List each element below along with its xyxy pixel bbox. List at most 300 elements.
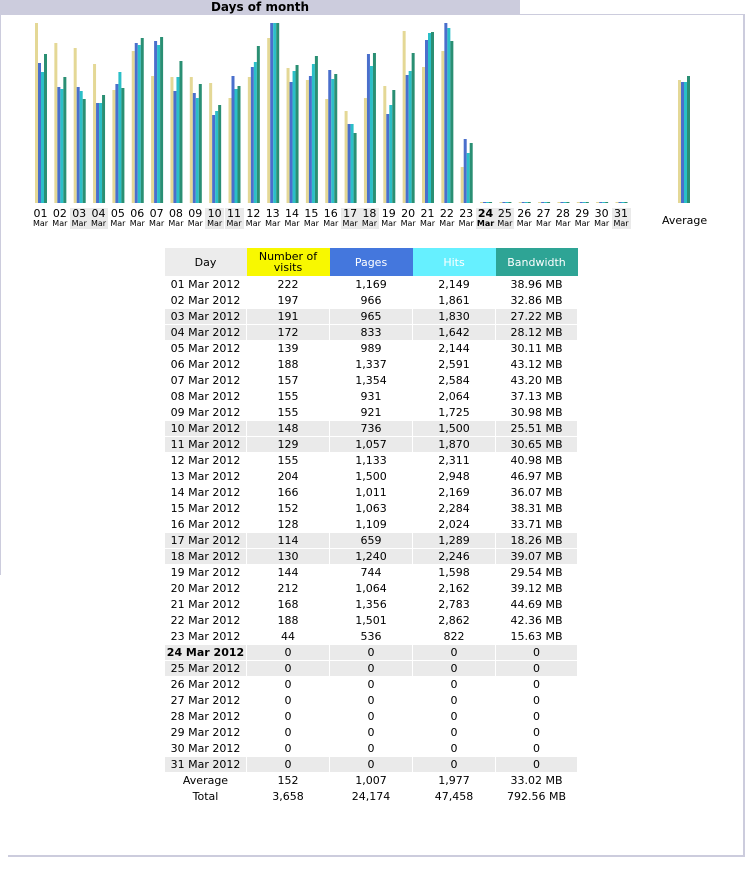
cell-pages: 1,169 <box>330 277 413 293</box>
cell-day: 27 Mar 2012 <box>165 693 247 709</box>
cell-pages: 1,501 <box>330 613 413 629</box>
visits-bar <box>170 77 173 203</box>
chart-day-month: Mar <box>419 219 436 228</box>
chart-day-month: Mar <box>400 219 416 228</box>
visits-bar <box>35 23 38 203</box>
cell-visits: 0 <box>247 741 330 757</box>
chart-day-number: 17 <box>343 207 358 220</box>
cell-day: 03 Mar 2012 <box>165 309 247 325</box>
cell-visits: 204 <box>247 469 330 485</box>
cell-day: 15 Mar 2012 <box>165 501 247 517</box>
cell-bandwidth: 27.22 MB <box>496 309 578 325</box>
chart-day-month: Mar <box>323 219 339 228</box>
cell-day: 04 Mar 2012 <box>165 325 247 341</box>
pages-bar <box>154 41 157 203</box>
bandwidth-bar <box>83 99 86 203</box>
hits-bar <box>118 72 121 203</box>
hits-bar <box>525 202 528 203</box>
hits-bar <box>370 66 373 203</box>
chart-day-label <box>360 208 379 229</box>
chart-day-month: Mar <box>458 219 474 228</box>
chart-day-month: Mar <box>226 219 242 228</box>
chart-day-label <box>437 208 456 229</box>
cell-visits: 0 <box>247 709 330 725</box>
cell-hits: 822 <box>413 629 496 645</box>
cell-pages: 0 <box>330 725 413 741</box>
hits-bar <box>273 23 276 203</box>
cell-bandwidth: 43.12 MB <box>496 357 578 373</box>
hits-bar <box>467 153 470 203</box>
visits-bar <box>538 202 541 203</box>
chart-day-number: 18 <box>362 207 377 220</box>
pages-bar <box>77 87 80 203</box>
cell-visits: 0 <box>247 645 330 661</box>
table-row <box>165 469 578 485</box>
bandwidth-bar <box>586 202 589 203</box>
visits-bar <box>345 111 348 203</box>
chart-day-month: Mar <box>32 219 49 228</box>
cell-pages: 744 <box>330 565 413 581</box>
visits-bar <box>132 51 135 203</box>
chart-day-month: Mar <box>110 219 126 228</box>
cell-bandwidth: 25.51 MB <box>496 421 578 437</box>
pages-bar <box>502 202 505 203</box>
chart-day-label <box>573 208 592 229</box>
chart-day-number: 21 <box>420 207 435 220</box>
cell-pages: 931 <box>330 389 413 405</box>
bandwidth-bar <box>528 202 531 203</box>
cell-day: 14 Mar 2012 <box>165 485 247 501</box>
bandwidth-bar <box>141 38 144 203</box>
chart-day-month: Mar <box>439 219 455 228</box>
hits-bar <box>60 89 63 203</box>
pages-bar <box>406 75 409 203</box>
chart-day-number: 08 <box>168 207 183 220</box>
cell-visits: 128 <box>247 517 330 533</box>
bandwidth-bar <box>199 84 202 203</box>
chart-day-number: 16 <box>323 207 338 220</box>
cell-hits: 1,870 <box>413 437 496 453</box>
table-row <box>165 613 578 629</box>
table-row <box>165 565 578 581</box>
cell-visits: 197 <box>247 293 330 309</box>
cell-hits: 2,024 <box>413 517 496 533</box>
visits-bar <box>306 80 309 203</box>
chart-day-month: Mar <box>129 219 145 228</box>
chart-day-month: Mar <box>342 219 358 228</box>
cell-day: 22 Mar 2012 <box>165 613 247 629</box>
cell-visits: 166 <box>247 485 330 501</box>
hits-bar <box>138 45 141 203</box>
pages-bar <box>580 202 583 203</box>
visits-bar <box>596 202 599 203</box>
pages-bar <box>251 67 254 203</box>
chart-day-number: 29 <box>575 207 590 220</box>
pages-bar <box>212 115 215 203</box>
chart-day-label <box>205 208 224 229</box>
cell-hits: 0 <box>413 725 496 741</box>
cell-day: 24 Mar 2012 <box>165 645 247 661</box>
pages-bar <box>309 76 312 203</box>
pages-bar <box>560 202 563 203</box>
cell-day: 05 Mar 2012 <box>165 341 247 357</box>
cell-pages: 833 <box>330 325 413 341</box>
cell-pages: 0 <box>330 741 413 757</box>
cell-hits: 1,725 <box>413 405 496 421</box>
table-row <box>165 453 578 469</box>
bandwidth-bar <box>489 202 492 203</box>
cell-hits: 2,246 <box>413 549 496 565</box>
cell-hits: 0 <box>413 693 496 709</box>
visits-bar <box>519 202 522 203</box>
visits-bar <box>499 202 502 203</box>
chart-day-number: 24 <box>477 207 494 220</box>
bandwidth-bar <box>160 37 163 203</box>
chart-day-month: Mar <box>168 219 184 228</box>
chart-day-label <box>50 208 69 229</box>
cell-bandwidth: 0 <box>496 741 578 757</box>
hits-bar <box>80 91 83 203</box>
chart-day-number: 30 <box>594 207 609 220</box>
cell-bandwidth: 0 <box>496 709 578 725</box>
chart-day-number: 14 <box>285 207 300 220</box>
cell-pages: 0 <box>330 709 413 725</box>
cell-pages: 1,011 <box>330 485 413 501</box>
cell-pages: 736 <box>330 421 413 437</box>
visits-bar <box>441 51 444 203</box>
cell-hits: 0 <box>413 661 496 677</box>
cell-visits: 172 <box>247 325 330 341</box>
pages-bar <box>328 70 331 203</box>
cell-bandwidth: 0 <box>496 693 578 709</box>
chart-day-month: Mar <box>574 219 590 228</box>
cell-hits: 2,584 <box>413 373 496 389</box>
cell-day: 11 Mar 2012 <box>165 437 247 453</box>
hits-bar <box>41 72 44 203</box>
cell-bandwidth: 46.97 MB <box>496 469 578 485</box>
hits-bar <box>389 105 392 203</box>
table-total-row <box>165 789 578 805</box>
chart-day-label <box>186 208 205 229</box>
visits-bar <box>577 202 580 203</box>
cell-visits: 144 <box>247 565 330 581</box>
cell-day: 09 Mar 2012 <box>165 405 247 421</box>
bandwidth-bar <box>547 202 550 203</box>
bandwidth-bar <box>121 88 124 203</box>
table-row <box>165 373 578 389</box>
table-row <box>165 533 578 549</box>
cell-pages: 0 <box>330 677 413 693</box>
chart-day-number: 07 <box>149 207 164 220</box>
cell-day: 25 Mar 2012 <box>165 661 247 677</box>
pages-bar <box>599 202 602 203</box>
days-of-month-chart <box>0 0 750 240</box>
visits-bar <box>229 98 232 203</box>
chart-day-month: Mar <box>187 219 203 228</box>
cell-visits: 0 <box>247 693 330 709</box>
table-row <box>165 549 578 565</box>
cell-bandwidth: 18.26 MB <box>496 533 578 549</box>
chart-day-label <box>399 208 418 229</box>
chart-day-month: Mar <box>245 219 261 228</box>
cell-bandwidth: 38.96 MB <box>496 277 578 293</box>
hits-bar <box>157 45 160 203</box>
chart-day-number: 11 <box>227 207 241 220</box>
chart-day-label <box>302 208 321 229</box>
table-row <box>165 485 578 501</box>
cell-day: 10 Mar 2012 <box>165 421 247 437</box>
pages-bar <box>444 23 447 203</box>
cell-hits: 1,830 <box>413 309 496 325</box>
chart-day-month: Mar <box>381 219 397 228</box>
cell-pages: 1,354 <box>330 373 413 389</box>
hits-bar <box>235 89 238 203</box>
table-average-row <box>165 773 578 789</box>
cell-visits: 129 <box>247 437 330 453</box>
cell-day: 19 Mar 2012 <box>165 565 247 581</box>
cell-day: 16 Mar 2012 <box>165 517 247 533</box>
hits-bar <box>196 98 199 203</box>
cell-bandwidth: 0 <box>496 661 578 677</box>
chart-day-number: 20 <box>401 207 416 220</box>
cell-hits: 2,149 <box>413 277 496 293</box>
visits-bar <box>74 48 77 203</box>
chart-day-month: Mar <box>516 219 532 228</box>
header-bandwidth: Bandwidth <box>496 248 578 277</box>
bandwidth-bar <box>566 202 569 203</box>
cell-bandwidth: 792.56 MB <box>496 789 578 805</box>
hits-bar <box>293 71 296 203</box>
cell-bandwidth: 44.69 MB <box>496 597 578 613</box>
cell-hits: 1,861 <box>413 293 496 309</box>
cell-pages: 1,007 <box>330 773 413 789</box>
cell-visits: 188 <box>247 613 330 629</box>
cell-hits: 2,144 <box>413 341 496 357</box>
chart-day-month: Mar <box>303 219 319 228</box>
visits-bar <box>364 98 367 203</box>
chart-day-label <box>166 208 185 229</box>
cell-hits: 1,289 <box>413 533 496 549</box>
cell-pages: 989 <box>330 341 413 357</box>
chart-day-month: Mar <box>613 219 629 228</box>
bandwidth-bar <box>44 54 47 203</box>
cell-bandwidth: 43.20 MB <box>496 373 578 389</box>
cell-bandwidth: 0 <box>496 757 578 773</box>
cell-bandwidth: 29.54 MB <box>496 565 578 581</box>
cell-day: 20 Mar 2012 <box>165 581 247 597</box>
cell-hits: 1,977 <box>413 773 496 789</box>
cell-pages: 1,356 <box>330 597 413 613</box>
visits-bar <box>54 43 57 203</box>
cell-hits: 1,642 <box>413 325 496 341</box>
table-row <box>165 661 578 677</box>
cell-hits: 1,500 <box>413 421 496 437</box>
table-row <box>165 325 578 341</box>
cell-day: 17 Mar 2012 <box>165 533 247 549</box>
visits-bar <box>480 202 483 203</box>
chart-day-month: Mar <box>207 219 223 228</box>
header-visits: Number of visits <box>247 248 330 277</box>
bandwidth-bar <box>257 46 260 203</box>
hits-bar <box>505 202 508 203</box>
chart-day-month: Mar <box>555 219 571 228</box>
hits-bar <box>563 202 566 203</box>
bandwidth-bar <box>179 61 182 203</box>
table-row <box>165 341 578 357</box>
cell-visits: 155 <box>247 389 330 405</box>
cell-bandwidth: 32.86 MB <box>496 293 578 309</box>
cell-pages: 659 <box>330 533 413 549</box>
chart-day-label <box>515 208 534 229</box>
chart-day-label <box>283 208 302 229</box>
chart-day-month: Mar <box>361 219 377 228</box>
cell-hits: 0 <box>413 741 496 757</box>
chart-day-number: 22 <box>439 207 454 220</box>
cell-pages: 1,133 <box>330 453 413 469</box>
bandwidth-bar <box>315 56 318 203</box>
cell-visits: 157 <box>247 373 330 389</box>
cell-visits: 188 <box>247 357 330 373</box>
cell-bandwidth: 28.12 MB <box>496 325 578 341</box>
chart-day-number: 02 <box>52 207 67 220</box>
header-pages: Pages <box>330 248 413 277</box>
visits-bar <box>267 38 270 203</box>
table-row <box>165 501 578 517</box>
bandwidth-bar <box>605 202 608 203</box>
chart-day-month: Mar <box>91 219 107 228</box>
visits-bar <box>287 68 290 203</box>
chart-day-number: 27 <box>536 207 551 220</box>
cell-pages: 1,064 <box>330 581 413 597</box>
cell-day: 31 Mar 2012 <box>165 757 247 773</box>
table-row <box>165 677 578 693</box>
cell-visits: 148 <box>247 421 330 437</box>
table-header-row <box>165 248 578 277</box>
table-row <box>165 597 578 613</box>
cell-bandwidth: 30.11 MB <box>496 341 578 357</box>
cell-day: Total <box>165 789 247 805</box>
hits-bar <box>409 71 412 203</box>
cell-hits: 47,458 <box>413 789 496 805</box>
cell-pages: 1,337 <box>330 357 413 373</box>
cell-day: 21 Mar 2012 <box>165 597 247 613</box>
chart-day-number: 05 <box>110 207 125 220</box>
hits-bar <box>254 62 257 203</box>
cell-visits: 168 <box>247 597 330 613</box>
chart-day-number: 26 <box>517 207 532 220</box>
visits-bar <box>383 86 386 203</box>
table-row <box>165 581 578 597</box>
pages-bar <box>483 202 486 203</box>
pages-bar <box>425 40 428 203</box>
chart-day-number: 09 <box>188 207 203 220</box>
chart-day-month: Mar <box>52 219 68 228</box>
cell-hits: 2,169 <box>413 485 496 501</box>
cell-day: 26 Mar 2012 <box>165 677 247 693</box>
hits-bar <box>215 111 218 203</box>
cell-hits: 0 <box>413 677 496 693</box>
cell-day: 07 Mar 2012 <box>165 373 247 389</box>
hits-bar <box>312 64 315 203</box>
cell-bandwidth: 33.02 MB <box>496 773 578 789</box>
table-row <box>165 517 578 533</box>
chart-day-label <box>70 208 89 229</box>
cell-hits: 2,311 <box>413 453 496 469</box>
visits-bar <box>325 99 328 203</box>
cell-visits: 222 <box>247 277 330 293</box>
cell-visits: 0 <box>247 757 330 773</box>
cell-pages: 536 <box>330 629 413 645</box>
cell-hits: 2,783 <box>413 597 496 613</box>
visits-bar <box>403 31 406 203</box>
chart-day-label <box>128 208 147 229</box>
chart-day-label <box>147 208 166 229</box>
chart-day-month: Mar <box>536 219 552 228</box>
daily-stats-table <box>164 248 578 805</box>
table-row <box>165 741 578 757</box>
cell-visits: 44 <box>247 629 330 645</box>
chart-day-month: Mar <box>149 219 165 228</box>
cell-hits: 0 <box>413 757 496 773</box>
cell-bandwidth: 15.63 MB <box>496 629 578 645</box>
chart-day-number: 28 <box>555 207 570 220</box>
cell-hits: 2,064 <box>413 389 496 405</box>
bandwidth-bar <box>334 74 337 203</box>
cell-bandwidth: 38.31 MB <box>496 501 578 517</box>
bandwidth-bar <box>470 143 473 203</box>
cell-pages: 24,174 <box>330 789 413 805</box>
visits-bar <box>93 64 96 203</box>
chart-day-number: 25 <box>497 207 512 220</box>
table-row <box>165 309 578 325</box>
pages-bar <box>57 87 60 203</box>
cell-bandwidth: 37.13 MB <box>496 389 578 405</box>
cell-visits: 114 <box>247 533 330 549</box>
cell-pages: 0 <box>330 757 413 773</box>
table-row <box>165 293 578 309</box>
pages-bar <box>270 23 273 203</box>
hits-bar <box>447 28 450 203</box>
table-row <box>165 757 578 773</box>
visits-bar <box>112 90 115 203</box>
chart-day-label <box>263 208 282 229</box>
bandwidth-bar <box>218 105 221 203</box>
table-row <box>165 709 578 725</box>
chart-day-label <box>244 208 263 229</box>
chart-day-label <box>612 208 631 229</box>
chart-day-label <box>495 208 514 229</box>
chart-average-label: Average <box>662 214 708 227</box>
hits-bar <box>428 33 431 203</box>
chart-day-label <box>108 208 127 229</box>
chart-day-number: 13 <box>265 207 280 220</box>
table-row <box>165 629 578 645</box>
hits-bar <box>486 202 489 203</box>
pages-bar <box>619 202 622 203</box>
chart-day-number: 10 <box>207 207 222 220</box>
pages-bar-average <box>681 82 684 203</box>
cell-hits: 2,284 <box>413 501 496 517</box>
bandwidth-bar-average <box>687 76 690 203</box>
cell-day: 28 Mar 2012 <box>165 709 247 725</box>
visits-bar <box>422 67 425 203</box>
cell-day: 02 Mar 2012 <box>165 293 247 309</box>
hits-bar <box>351 124 354 203</box>
pages-bar <box>522 202 525 203</box>
pages-bar <box>232 76 235 203</box>
table-row <box>165 357 578 373</box>
cell-bandwidth: 0 <box>496 725 578 741</box>
